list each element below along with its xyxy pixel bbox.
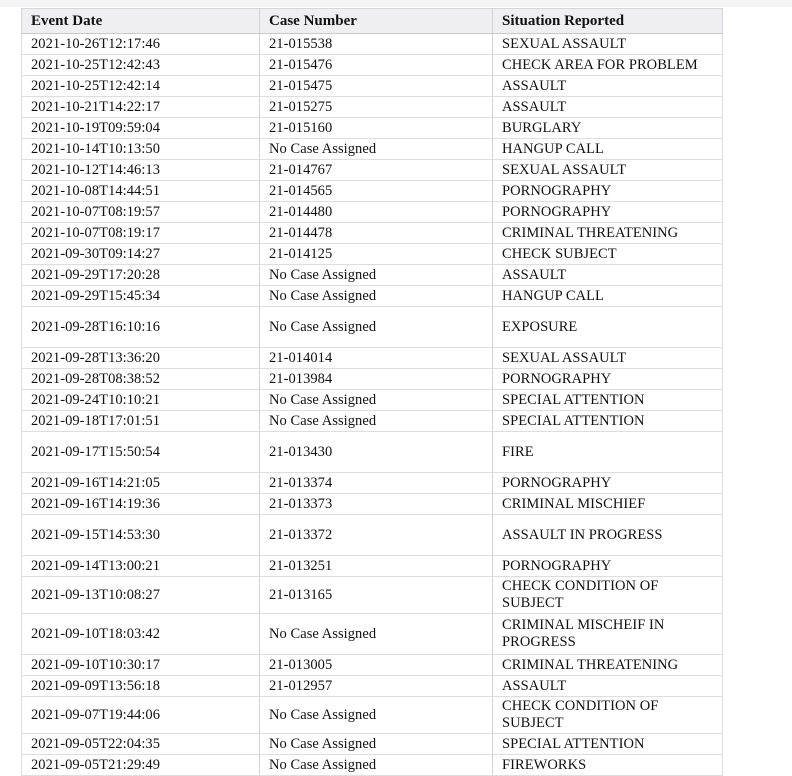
cell-case-number: 21-013984 — [260, 369, 493, 390]
cell-case-number: 21-015475 — [260, 76, 493, 97]
cell-event-date: 2021-10-21T14:22:17 — [22, 97, 260, 118]
cell-event-date: 2021-09-05T21:29:49 — [22, 755, 260, 776]
incident-report-table — [21, 8, 723, 776]
table-row[interactable] — [22, 244, 723, 265]
cell-situation-reported: ASSAULT — [493, 265, 723, 286]
table-row[interactable] — [22, 55, 723, 76]
table-row[interactable] — [22, 411, 723, 432]
cell-situation-reported: EXPOSURE — [493, 307, 723, 348]
cell-event-date: 2021-09-28T08:38:52 — [22, 369, 260, 390]
cell-event-date: 2021-10-25T12:42:43 — [22, 55, 260, 76]
cell-case-number: 21-014480 — [260, 202, 493, 223]
cell-situation-reported: SEXUAL ASSAULT — [493, 160, 723, 181]
cell-event-date: 2021-09-13T10:08:27 — [22, 577, 260, 614]
table-row[interactable] — [22, 390, 723, 411]
column-header-case-number[interactable]: Case Number — [260, 9, 493, 34]
table-row[interactable] — [22, 139, 723, 160]
table-body — [22, 34, 723, 776]
cell-event-date: 2021-09-09T13:56:18 — [22, 676, 260, 697]
cell-event-date: 2021-10-07T08:19:57 — [22, 202, 260, 223]
table-row[interactable] — [22, 494, 723, 515]
cell-situation-reported: SEXUAL ASSAULT — [493, 348, 723, 369]
cell-event-date: 2021-09-16T14:21:05 — [22, 473, 260, 494]
cell-event-date: 2021-10-07T08:19:17 — [22, 223, 260, 244]
cell-situation-reported: CRIMINAL MISCHEIF IN PROGRESS — [493, 614, 723, 655]
cell-case-number: 21-014478 — [260, 223, 493, 244]
cell-event-date: 2021-09-16T14:19:36 — [22, 494, 260, 515]
table-row[interactable] — [22, 202, 723, 223]
column-header-event-date[interactable]: Event Date — [22, 9, 260, 34]
cell-case-number: 21-015476 — [260, 55, 493, 76]
cell-event-date: 2021-09-18T17:01:51 — [22, 411, 260, 432]
table-row[interactable] — [22, 473, 723, 494]
cell-case-number: No Case Assigned — [260, 411, 493, 432]
cell-event-date: 2021-10-14T10:13:50 — [22, 139, 260, 160]
cell-situation-reported: ASSAULT IN PROGRESS — [493, 515, 723, 556]
cell-event-date: 2021-09-05T22:04:35 — [22, 734, 260, 755]
cell-case-number: 21-015275 — [260, 97, 493, 118]
cell-event-date: 2021-09-28T16:10:16 — [22, 307, 260, 348]
cell-event-date: 2021-10-08T14:44:51 — [22, 181, 260, 202]
cell-case-number: 21-013373 — [260, 494, 493, 515]
cell-case-number: 21-015160 — [260, 118, 493, 139]
cell-event-date: 2021-09-07T19:44:06 — [22, 697, 260, 734]
cell-situation-reported: BURGLARY — [493, 118, 723, 139]
cell-case-number: 21-013430 — [260, 432, 493, 473]
table-row[interactable] — [22, 614, 723, 655]
table-row[interactable] — [22, 755, 723, 776]
table-row[interactable] — [22, 223, 723, 244]
column-header-situation-reported[interactable]: Situation Reported — [493, 9, 723, 34]
cell-situation-reported: SPECIAL ATTENTION — [493, 734, 723, 755]
table-row[interactable] — [22, 734, 723, 755]
cell-situation-reported: CHECK CONDITION OF SUBJECT — [493, 697, 723, 734]
cell-case-number: 21-013165 — [260, 577, 493, 614]
cell-event-date: 2021-09-14T13:00:21 — [22, 556, 260, 577]
cell-case-number: No Case Assigned — [260, 139, 493, 160]
cell-situation-reported: CHECK CONDITION OF SUBJECT — [493, 577, 723, 614]
table-row[interactable] — [22, 34, 723, 55]
cell-case-number: No Case Assigned — [260, 614, 493, 655]
cell-situation-reported: ASSAULT — [493, 76, 723, 97]
cell-situation-reported: SEXUAL ASSAULT — [493, 34, 723, 55]
cell-event-date: 2021-09-24T10:10:21 — [22, 390, 260, 411]
cell-situation-reported: SPECIAL ATTENTION — [493, 411, 723, 432]
cell-event-date: 2021-10-12T14:46:13 — [22, 160, 260, 181]
cell-case-number: 21-012957 — [260, 676, 493, 697]
cell-event-date: 2021-09-17T15:50:54 — [22, 432, 260, 473]
table-row[interactable] — [22, 515, 723, 556]
cell-event-date: 2021-09-10T18:03:42 — [22, 614, 260, 655]
cell-case-number: 21-014565 — [260, 181, 493, 202]
table-row[interactable] — [22, 369, 723, 390]
table-row[interactable] — [22, 286, 723, 307]
cell-case-number: No Case Assigned — [260, 390, 493, 411]
cell-situation-reported: PORNOGRAPHY — [493, 181, 723, 202]
cell-situation-reported: PORNOGRAPHY — [493, 556, 723, 577]
table-row[interactable] — [22, 676, 723, 697]
table-row[interactable] — [22, 307, 723, 348]
cell-situation-reported: PORNOGRAPHY — [493, 202, 723, 223]
cell-event-date: 2021-09-10T10:30:17 — [22, 655, 260, 676]
cell-case-number: 21-013005 — [260, 655, 493, 676]
cell-case-number: 21-014767 — [260, 160, 493, 181]
cell-case-number: 21-013251 — [260, 556, 493, 577]
cell-case-number: 21-014125 — [260, 244, 493, 265]
cell-situation-reported: CRIMINAL THREATENING — [493, 223, 723, 244]
table-row[interactable] — [22, 556, 723, 577]
table-row[interactable] — [22, 697, 723, 734]
cell-event-date: 2021-09-30T09:14:27 — [22, 244, 260, 265]
table-row[interactable] — [22, 118, 723, 139]
cell-case-number: No Case Assigned — [260, 307, 493, 348]
incident-report-table-container — [21, 8, 722, 776]
table-row[interactable] — [22, 348, 723, 369]
table-row[interactable] — [22, 76, 723, 97]
cell-event-date: 2021-10-25T12:42:14 — [22, 76, 260, 97]
cell-situation-reported: PORNOGRAPHY — [493, 369, 723, 390]
cell-situation-reported: HANGUP CALL — [493, 286, 723, 307]
cell-situation-reported: CHECK SUBJECT — [493, 244, 723, 265]
table-row[interactable] — [22, 181, 723, 202]
cell-case-number: 21-013372 — [260, 515, 493, 556]
cell-event-date: 2021-09-15T14:53:30 — [22, 515, 260, 556]
cell-event-date: 2021-09-29T15:45:34 — [22, 286, 260, 307]
cell-case-number: No Case Assigned — [260, 286, 493, 307]
cell-case-number: No Case Assigned — [260, 755, 493, 776]
top-band — [0, 0, 792, 7]
cell-case-number: 21-014014 — [260, 348, 493, 369]
cell-situation-reported: CRIMINAL MISCHIEF — [493, 494, 723, 515]
table-row[interactable] — [22, 265, 723, 286]
cell-case-number: No Case Assigned — [260, 697, 493, 734]
cell-situation-reported: ASSAULT — [493, 676, 723, 697]
cell-case-number: 21-013374 — [260, 473, 493, 494]
table-row[interactable] — [22, 160, 723, 181]
table-header-row — [22, 9, 723, 34]
table-header — [22, 9, 723, 34]
cell-event-date: 2021-09-29T17:20:28 — [22, 265, 260, 286]
cell-case-number: 21-015538 — [260, 34, 493, 55]
table-row[interactable] — [22, 577, 723, 614]
cell-situation-reported: CHECK AREA FOR PROBLEM — [493, 55, 723, 76]
cell-situation-reported: HANGUP CALL — [493, 139, 723, 160]
cell-situation-reported: FIREWORKS — [493, 755, 723, 776]
cell-situation-reported: FIRE — [493, 432, 723, 473]
cell-event-date: 2021-10-26T12:17:46 — [22, 34, 260, 55]
cell-case-number: No Case Assigned — [260, 734, 493, 755]
table-row[interactable] — [22, 97, 723, 118]
cell-situation-reported: PORNOGRAPHY — [493, 473, 723, 494]
cell-event-date: 2021-09-28T13:36:20 — [22, 348, 260, 369]
cell-event-date: 2021-10-19T09:59:04 — [22, 118, 260, 139]
table-row[interactable] — [22, 655, 723, 676]
cell-case-number: No Case Assigned — [260, 265, 493, 286]
cell-situation-reported: SPECIAL ATTENTION — [493, 390, 723, 411]
cell-situation-reported: CRIMINAL THREATENING — [493, 655, 723, 676]
cell-situation-reported: ASSAULT — [493, 97, 723, 118]
table-row[interactable] — [22, 432, 723, 473]
